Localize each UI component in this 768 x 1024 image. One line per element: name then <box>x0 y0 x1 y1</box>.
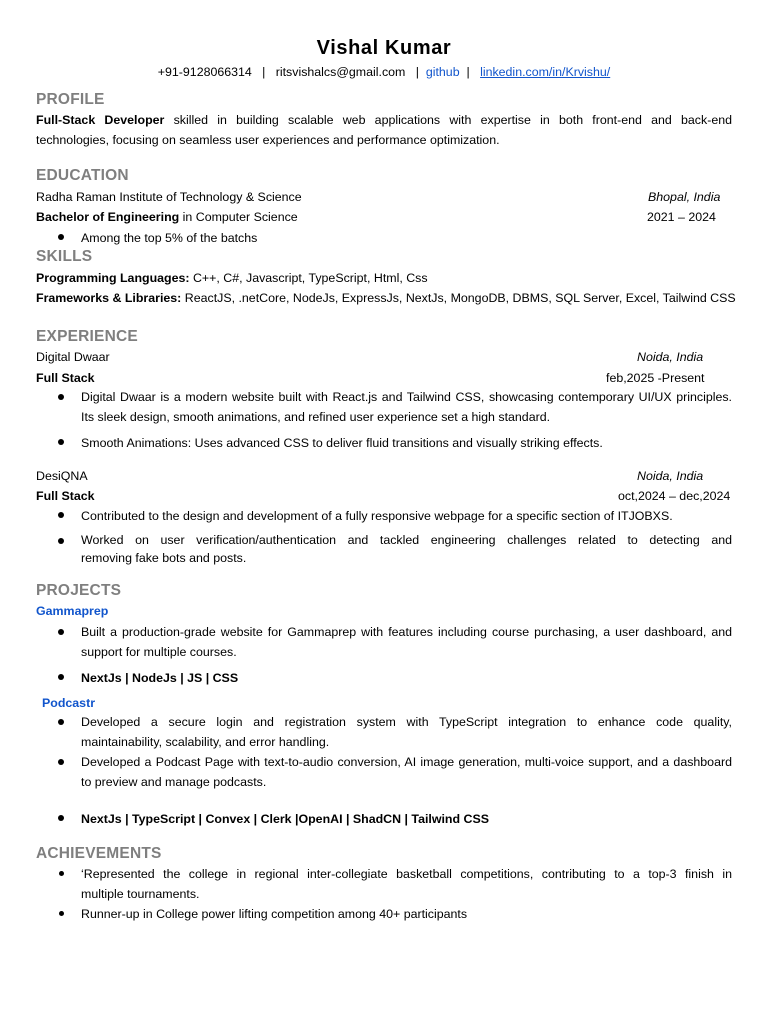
project-name[interactable]: Podcastr <box>42 696 96 710</box>
achievement-item: Runner-up in College power lifting competition among 40+ participants <box>81 907 468 921</box>
job-bullet: Worked on user verification/authentication and tackled engineering challenges related to detecting and removing fake bots and posts. <box>81 533 732 565</box>
separator: | <box>466 65 470 79</box>
bullet-icon <box>59 871 64 876</box>
bullet-icon <box>59 911 64 916</box>
section-heading-education: EDUCATION <box>36 167 129 184</box>
job-title: Full Stack <box>36 489 95 503</box>
job-location: Noida, India <box>637 350 704 364</box>
degree-line: Bachelor of Engineering in Computer Science <box>36 210 298 224</box>
bullet-icon <box>58 394 64 400</box>
section-heading-achievements: ACHIEVEMENTS <box>36 845 162 862</box>
resume-name: Vishal Kumar <box>316 37 452 59</box>
project-name[interactable]: Gammaprep <box>36 604 109 618</box>
separator: | <box>415 65 419 79</box>
institute-name: Radha Raman Institute of Technology & Science <box>36 190 302 204</box>
bullet-icon <box>58 538 64 544</box>
contact-line <box>0 65 768 80</box>
job-dates: feb,2025 -Present <box>606 371 705 385</box>
section-heading-profile: PROFILE <box>36 91 105 108</box>
linkedin-link[interactable]: linkedin.com/in/Krvishu/ <box>480 65 611 79</box>
bullet-icon <box>58 512 64 518</box>
education-bullet: Among the top 5% of the batchs <box>81 231 258 245</box>
separator: | <box>262 65 266 79</box>
education-dates: 2021 – 2024 <box>647 210 716 224</box>
bullet-icon <box>58 674 64 680</box>
skills-frameworks: Frameworks & Libraries: ReactJS, .netCore, NodeJs, ExpressJs, NextJs, MongoDB, DBMS, SQL Server, Excel, Tailwind CSS <box>36 291 736 305</box>
phone-number: +91-9128066314 <box>157 65 252 79</box>
bullet-icon <box>58 234 64 240</box>
project-bullet: Built a production-grade website for Gammaprep with features including course purchasing, a user dashboard, and support for multiple courses. <box>81 625 732 659</box>
achievement-item: ‘Represented the college in regional inter-collegiate basketball competitions, contributing to a top-3 finish in multiple tournaments. <box>81 867 732 901</box>
bullet-icon <box>58 759 64 765</box>
profile-role: Full-Stack Developer <box>36 113 165 127</box>
project-tech-stack: NextJs | NodeJs | JS | CSS <box>81 671 239 685</box>
job-bullet: Digital Dwaar is a modern website built with React.js and Tailwind CSS, showcasing contemporary UI/UX principles. Its sleek design, smooth animations, and refined user experience set a high standard. <box>81 390 732 424</box>
project-bullet: Developed a Podcast Page with text-to-audio conversion, AI image generation, multi-voice support, and a dashboard to preview and manage podcasts. <box>81 755 732 789</box>
section-heading-projects: PROJECTS <box>36 582 122 599</box>
bullet-icon <box>58 815 64 821</box>
github-link[interactable]: github <box>425 65 460 79</box>
bullet-icon <box>58 439 64 445</box>
project-tech-stack: NextJs | TypeScript | Convex | Clerk |OpenAI | ShadCN | Tailwind CSS <box>81 812 489 826</box>
institute-location: Bhopal, India <box>648 190 721 204</box>
job-company: Digital Dwaar <box>36 350 110 364</box>
job-title: Full Stack <box>36 371 95 385</box>
section-heading-skills: SKILLS <box>36 248 93 265</box>
section-heading-experience: EXPERIENCE <box>36 328 138 345</box>
job-bullet: Smooth Animations: Uses advanced CSS to deliver fluid transitions and visually striking effects. <box>81 436 603 450</box>
bullet-icon <box>58 719 64 725</box>
skills-languages: Programming Languages: C++, C#, Javascript, TypeScript, Html, Css <box>36 271 428 285</box>
bullet-icon <box>58 629 64 635</box>
project-bullet: Developed a secure login and registration system with TypeScript integration to enhance code quality, maintainability, scalability, and error handling. <box>81 715 732 749</box>
email-address[interactable]: ritsvishalcs@gmail.com <box>275 65 406 79</box>
job-location: Noida, India <box>637 469 704 483</box>
job-dates: oct,2024 – dec,2024 <box>618 489 731 503</box>
job-bullet: Contributed to the design and development of a fully responsive webpage for a specific section of ITJOBXS. <box>81 509 673 523</box>
job-company: DesiQNA <box>36 469 88 483</box>
profile-summary: Full-Stack Developer skilled in building scalable web applications with expertise in both front-end and back-end technologies, focusing on seamless user experiences and performance optimization. <box>36 113 732 147</box>
